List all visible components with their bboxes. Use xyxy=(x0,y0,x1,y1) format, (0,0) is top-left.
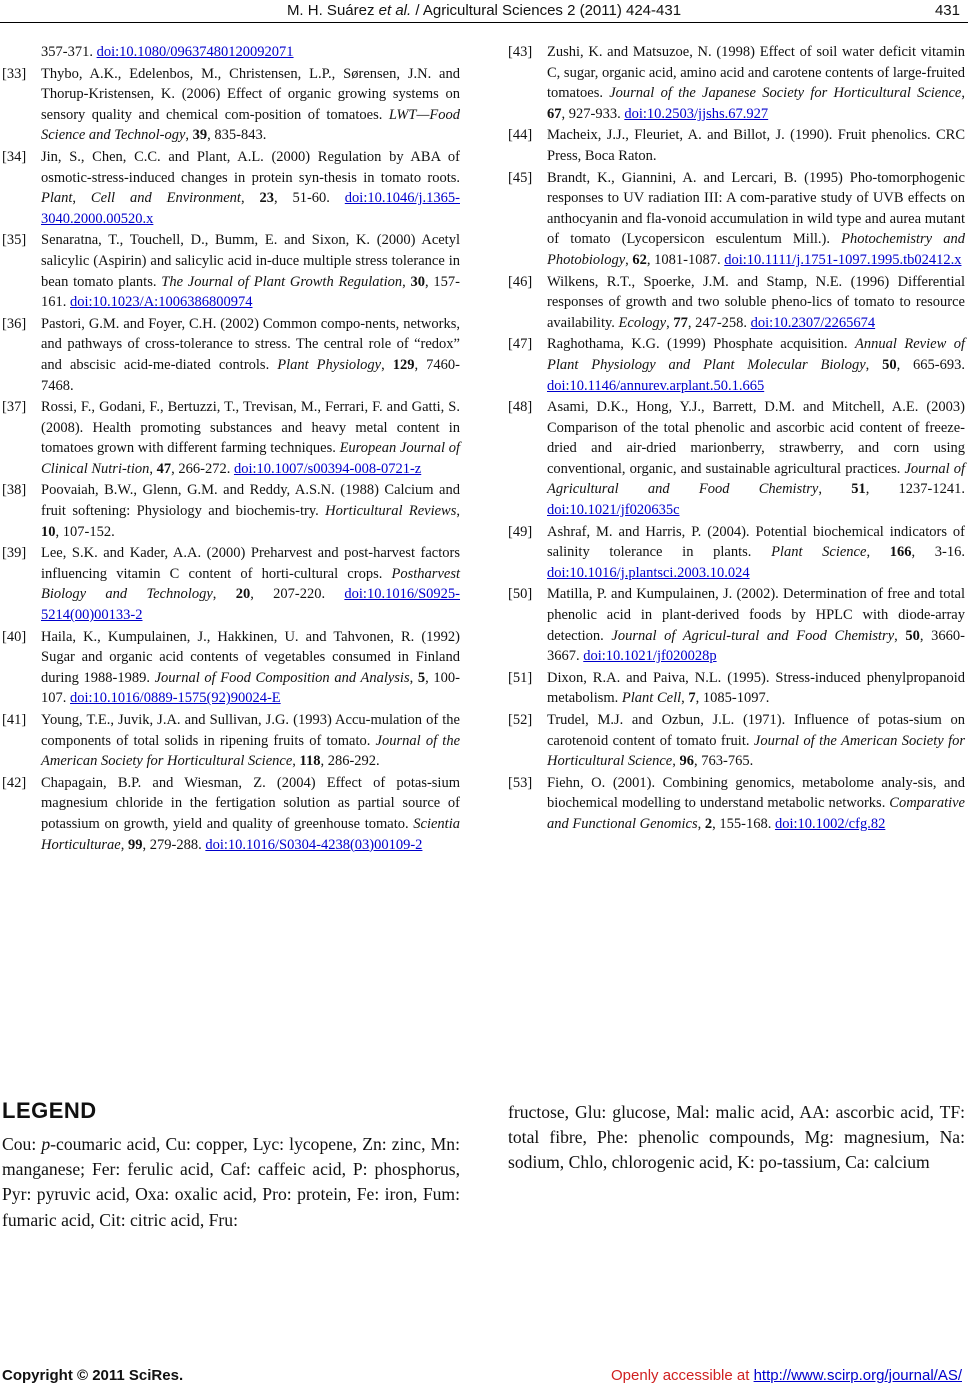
doi-link[interactable]: doi:10.1002/cfg.82 xyxy=(774,815,886,832)
reference-number: [49] xyxy=(508,523,533,540)
reference-entry xyxy=(508,272,965,334)
reference-number: [37] xyxy=(2,399,27,416)
reference-number: [48] xyxy=(508,399,533,416)
reference-entry xyxy=(2,773,460,855)
reference-entry xyxy=(508,773,965,835)
doi-link[interactable]: doi:10.1023/A:1006386800974 xyxy=(70,294,253,311)
reference-text: Matilla, P. and Kumpulainen, J. (2002). Determination of free and total phenolic acid in plant-derived foods by HPLC with diode-array detection. Journal of Agricul-tural and Food Chemistry, 50, 3660-3667. doi:10.1021/jf020028p xyxy=(547,586,965,665)
reference-entry xyxy=(2,480,460,542)
reference-number: [50] xyxy=(508,586,533,603)
journal-link[interactable]: http://www.scirp.org/journal/AS/ xyxy=(753,1367,962,1384)
reference-entry xyxy=(508,334,965,396)
reference-entry xyxy=(2,627,460,709)
doi-link[interactable]: doi:10.1016/0889-1575(92)90024-E xyxy=(70,690,281,707)
reference-entry xyxy=(508,42,965,124)
reference-text: Lee, S.K. and Kader, A.A. (2000) Preharvest and post-harvest factors influencing vitamin C content of horti-cultural crops. Postharvest Biology and Technology, 20, 207-220. doi:10.1016/S0925-5214(00)00133-2 xyxy=(41,545,461,624)
reference-entry xyxy=(508,125,965,166)
reference-entry xyxy=(2,147,460,229)
reference-entry xyxy=(2,710,460,772)
reference-text: Wilkens, R.T., Spoerke, J.M. and Stamp, N.E. (1996) Differential responses of growth and two soluble pheno-lics of tomato to resource availability. Ecology, 77, 247-258. doi:10.2307/2265674 xyxy=(547,273,965,331)
reference-text: Dixon, R.A. and Paiva, N.L. (1995). Stress-induced phenylpropanoid metabolism. Plant Cell, 7, 1085-1097. xyxy=(547,669,965,707)
reference-number: [44] xyxy=(508,127,533,144)
reference-entry xyxy=(2,42,460,63)
reference-number: [38] xyxy=(2,482,27,499)
reference-text: Young, T.E., Juvik, J.A. and Sullivan, J.G. (1993) Accu-mulation of the components of total solids in ripening fruits of tomato. Journal of the American Society for Horticultural Science, 118, 286-292. xyxy=(41,712,460,770)
header-rule xyxy=(0,22,968,23)
doi-link[interactable]: doi:10.1007/s00394-008-0721-z xyxy=(233,460,422,477)
legend-text-left: Cou: p-coumaric acid, Cu: copper, Lyc: lycopene, Zn: zinc, Mn: manganese; Fer: ferulic acid, Caf: caffeic acid, P: phosphorus, Pyr: pyruvic acid, Oxa: oxalic acid, Pro: protein, Fe: iron, Fum: fumaric acid, Cit: citric acid, Fru: xyxy=(2,1134,460,1230)
reference-text: Pastori, G.M. and Foyer, C.H. (2002) Common compo-nents, networks, and pathways of cross-tolerance to stress. The central role of “redox” and abscisic acid-me-diated controls. Plant Physiology, 129, 7460-7468. xyxy=(41,315,460,394)
reference-number: [39] xyxy=(2,545,27,562)
reference-text: Thybo, A.K., Edelenbos, M., Christensen, L.P., Sørensen, J.N. and Thorup-Kristensen, K. (2006) Effect of organic growing systems on sensory quality and chemical com-position of tomatoes. LWT—Food Science and Technol-ogy, 39, 835-843. xyxy=(41,65,460,144)
reference-number: [51] xyxy=(508,669,533,686)
open-access-notice: Openly accessible at http://www.scirp.org/journal/AS/ xyxy=(611,1367,962,1384)
reference-entry xyxy=(2,64,460,146)
reference-number: [36] xyxy=(2,315,27,332)
reference-number: [40] xyxy=(2,628,27,645)
doi-link[interactable]: doi:10.1111/j.1751-1097.1995.tb02412.x xyxy=(724,251,962,268)
reference-text: Chapagain, B.P. and Wiesman, Z. (2004) Effect of potas-sium magnesium chloride in the fertigation solution as partial source of potassium on growth, yield and quality of greenhouse tomato. Scientia Horticulturae, 99, 279-288. doi:10.1016/S0304-4238(03)00109-2 xyxy=(41,774,460,853)
reference-text: Ashraf, M. and Harris, P. (2004). Potential biochemical indicators of salinity tolerance in plants. Plant Science, 166, 3-16. doi:10.1016/j.plantsci.2003.10.024 xyxy=(547,523,966,581)
reference-text: Zushi, K. and Matsuzoe, N. (1998) Effect of soil water deficit vitamin C, sugar, organic acid, amino acid and carotene contents of large-fruited tomatoes. Journal of the Japanese Society for Horticultural Science, 67, 927-933. doi:10.2503/jjshs.67.927 xyxy=(547,44,966,122)
running-header xyxy=(0,0,968,26)
reference-text: Haila, K., Kumpulainen, J., Hakkinen, U. and Tahvonen, R. (1992) Sugar and organic acid contents of vegetables consumed in Finland during 1988-1989. Journal of Food Composition and Analysis, 5, 100-107. doi:10.1016/0889-1575(92)90024-E xyxy=(41,628,460,707)
reference-number: [34] xyxy=(2,148,27,165)
legend-text-right: fructose, Glu: glucose, Mal: malic acid, AA: ascorbic acid, TF: total fibre, Phe: phenolic compounds, Mg: magnesium, Na: sodium, Chlo, chlorogenic acid, K: po-tassium, Ca: calcium xyxy=(508,1102,965,1173)
reference-text: Raghothama, K.G. (1999) Phosphate acquisition. Annual Review of Plant Physiology and Plant Molecular Biology, 50, 665-693. doi:10.1146/annurev.arplant.50.1.665 xyxy=(547,336,965,394)
reference-entry xyxy=(2,230,460,312)
doi-link[interactable]: doi:10.1016/S0304-4238(03)00109-2 xyxy=(205,836,423,853)
references-right-column xyxy=(508,42,965,836)
legend-heading: LEGEND xyxy=(2,1098,97,1123)
reference-number: [43] xyxy=(508,44,533,60)
reference-text: Trudel, M.J. and Ozbun, J.L. (1971). Influence of potas-sium on carotenoid content of tomato fruit. Journal of the American Society for Horticultural Science, 96, 763-765. xyxy=(547,712,965,770)
reference-text: Poovaiah, B.W., Glenn, G.M. and Reddy, A.S.N. (1988) Calcium and fruit softening: Physiology and biochemis-try. Horticultural Reviews, 10, 107-152. xyxy=(41,482,460,540)
reference-text: Macheix, J.J., Fleuriet, A. and Billot, J. (1990). Fruit phenolics. CRC Press, Boca Raton. xyxy=(547,127,965,164)
copyright-notice: Copyright © 2011 SciRes. xyxy=(2,1367,184,1384)
doi-link[interactable]: doi:10.1016/j.plantsci.2003.10.024 xyxy=(547,564,750,581)
reference-text: 357-371. doi:10.1080/09637480120092071 xyxy=(41,44,294,60)
reference-text: Asami, D.K., Hong, Y.J., Barrett, D.M. and Mitchell, A.E. (2003) Comparison of the total phenolic and ascorbic acid content of freeze-dried and air-dried marionberry, strawberry, and corn using conventional, organic, and sustainable agricultural practices. Journal of Agricultural and Food Chemistry, 51, 1237-1241. doi:10.1021/jf020635c xyxy=(547,399,965,519)
doi-link[interactable]: doi:10.1080/09637480120092071 xyxy=(96,44,294,60)
reference-entry xyxy=(2,543,460,625)
reference-entry xyxy=(508,168,965,271)
reference-text: Fiehn, O. (2001). Combining genomics, metabolome analy-sis, and biochemical modelling to understand metabolic networks. Comparative and Functional Genomics, 2, 155-168. doi:10.1002/cfg.82 xyxy=(547,774,965,832)
reference-text: Senaratna, T., Touchell, D., Bumm, E. and Sixon, K. (2000) Acetyl salicylic (Aspirin) and salicylic acid in-duce multiple stress tolerance in bean tomato plants. The Journal of Plant Growth Regulation, 30, 157-161. doi:10.1023/A:1006386800974 xyxy=(41,232,460,311)
doi-link[interactable]: doi:10.1021/jf020028p xyxy=(583,648,717,665)
reference-text: Jin, S., Chen, C.C. and Plant, A.L. (2000) Regulation by ABA of osmotic-stress-induced changes in protein syn-thesis in tomato roots. Plant, Cell and Environment, 23, 51-60. doi:10.1046/j.1365-3040.2000.00520.x xyxy=(41,148,460,227)
reference-number: [33] xyxy=(2,65,27,82)
doi-link[interactable]: doi:10.1016/S0925-5214(00)00133-2 xyxy=(41,586,461,624)
reference-entry xyxy=(508,710,965,772)
doi-link[interactable]: doi:10.1146/annurev.arplant.50.1.665 xyxy=(547,377,765,394)
doi-link[interactable]: doi:10.2503/jjshs.67.927 xyxy=(624,105,769,122)
reference-entry xyxy=(2,397,460,479)
reference-number: [42] xyxy=(2,774,27,791)
doi-link[interactable]: doi:10.1021/jf020635c xyxy=(547,502,680,519)
reference-entry xyxy=(2,314,460,396)
reference-text: Brandt, K., Giannini, A. and Lercari, B. (1995) Pho-tomorphogenic responses to UV radiation III: A com-parative study of UVB effects on anthocyanin and fla-vonoid accumulation in wild type and aurea mutant of tomato (Lycopersicon esculentum Mill.). Photochemistry and Photobiology, 62, 1081-1087. doi:10.1111/j.1751-1097.1995.tb02412.x xyxy=(547,169,965,268)
reference-number: [45] xyxy=(508,169,533,186)
doi-link[interactable]: doi:10.2307/2265674 xyxy=(750,314,876,331)
reference-number: [52] xyxy=(508,712,533,728)
reference-number: [53] xyxy=(508,774,533,791)
reference-entry xyxy=(508,668,965,709)
reference-number: [35] xyxy=(2,232,27,249)
reference-entry xyxy=(508,397,965,521)
reference-number: [46] xyxy=(508,273,533,290)
reference-number: [41] xyxy=(2,712,27,728)
reference-entry xyxy=(508,584,965,666)
reference-entry xyxy=(508,522,965,584)
page-footer xyxy=(0,1367,968,1387)
doi-link[interactable]: doi:10.1046/j.1365-3040.2000.00520.x xyxy=(41,190,460,227)
reference-text: Rossi, F., Godani, F., Bertuzzi, T., Trevisan, M., Ferrari, F. and Gatti, S. (2008). Health promoting substances and heavy metal content in tomatoes grown with different farming techniques. European Journal of Clinical Nutri-tion, 47, 266-272. doi:10.1007/s00394-008-0721-z xyxy=(41,399,460,477)
running-title: M. H. Suárez et al. / Agricultural Sciences 2 (2011) 424-431 xyxy=(286,2,682,19)
references-left-column xyxy=(2,42,460,856)
page-number: 431 xyxy=(934,2,960,19)
reference-number: [47] xyxy=(508,336,533,353)
